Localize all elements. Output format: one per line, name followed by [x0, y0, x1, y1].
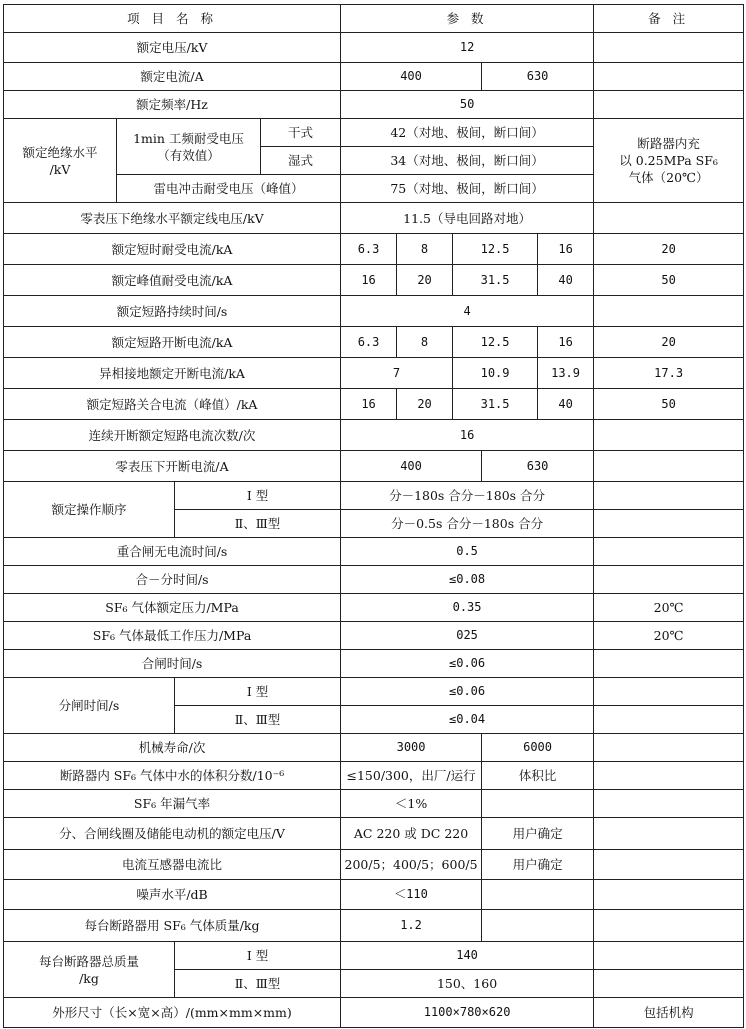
- row-remark: [594, 63, 744, 91]
- table-row: [4, 850, 744, 880]
- insulation-label: 额定绝缘水平 /kV: [4, 119, 117, 203]
- row-value: ＜1%: [341, 790, 482, 818]
- row-remark: [594, 650, 744, 678]
- insulation-remark: 断路器内充 以 0.25MPa SF₆ 气体（20℃）: [594, 119, 744, 203]
- row-value: 1100×780×620: [341, 998, 594, 1028]
- row-label: 额定电压/kV: [4, 33, 341, 63]
- table-row: [4, 734, 744, 762]
- parameter-sheet: [3, 4, 743, 1028]
- row-value: 7: [341, 358, 453, 389]
- row-label: 每台断路器用 SF₆ 气体质量/kg: [4, 910, 341, 942]
- type23-label: Ⅱ、Ⅲ型: [175, 970, 341, 998]
- power-freq-label: 1min 工频耐受电压 （有效值）: [117, 119, 261, 175]
- table-row: [4, 762, 744, 790]
- table-row: [4, 622, 744, 650]
- row-value: 40: [538, 265, 594, 296]
- row-label: 额定电流/A: [4, 63, 341, 91]
- row-label: 合闸时间/s: [4, 650, 341, 678]
- row-value: 025: [341, 622, 594, 650]
- type1-label: Ⅰ 型: [175, 942, 341, 970]
- row-value: ≤0.08: [341, 566, 594, 594]
- row-label: SF₆ 气体额定压力/MPa: [4, 594, 341, 622]
- total-mass-label: 每台断路器总质量 /kg: [4, 942, 175, 998]
- row-remark: [594, 942, 744, 970]
- row-value: 16: [538, 327, 594, 358]
- table-row: [4, 203, 744, 234]
- row-remark: [594, 880, 744, 910]
- row-label: 机械寿命/次: [4, 734, 341, 762]
- row-value: 3000: [341, 734, 482, 762]
- row-remark: [594, 970, 744, 998]
- row-value: 16: [538, 234, 594, 265]
- lightning-value: 75（对地、极间，断口间）: [341, 175, 594, 203]
- row-value: 12: [341, 33, 594, 63]
- dry-value: 42（对地、极间，断口间）: [341, 119, 594, 147]
- table-row: [4, 451, 744, 482]
- row-label: 额定短路关合电流（峰值）/kA: [4, 389, 341, 420]
- table-row: [4, 790, 744, 818]
- table-row: [4, 91, 744, 119]
- row-remark: [594, 91, 744, 119]
- row-value: [482, 790, 594, 818]
- row-remark: [594, 33, 744, 63]
- row-value: 400: [341, 451, 482, 482]
- row-value: 6.3: [341, 327, 397, 358]
- table-row: [4, 650, 744, 678]
- row-value: 8: [397, 234, 453, 265]
- row-value: ≤0.06: [341, 650, 594, 678]
- row-remark: [594, 706, 744, 734]
- row-remark: [594, 790, 744, 818]
- row-remark: [594, 762, 744, 790]
- row-label: 电流互感器电流比: [4, 850, 341, 880]
- type23-label: Ⅱ、Ⅲ型: [175, 510, 341, 538]
- row-value: 50: [594, 265, 744, 296]
- type23-value: 150、160: [341, 970, 594, 998]
- type23-value: ≤0.04: [341, 706, 594, 734]
- type1-value: ≤0.06: [341, 678, 594, 706]
- table-row: [4, 538, 744, 566]
- row-remark: [594, 451, 744, 482]
- table-row: [4, 998, 744, 1028]
- row-value: 630: [482, 451, 594, 482]
- row-remark: 20℃: [594, 594, 744, 622]
- row-value: AC 220 或 DC 220: [341, 818, 482, 850]
- row-value: 50: [341, 91, 594, 119]
- row-value: 50: [594, 389, 744, 420]
- row-value: 31.5: [453, 265, 538, 296]
- row-value: 13.9: [538, 358, 594, 389]
- row-label: 噪声水平/dB: [4, 880, 341, 910]
- row-value: 12.5: [453, 234, 538, 265]
- opening-time-label: 分闸时间/s: [4, 678, 175, 734]
- row-value: 用户确定: [482, 818, 594, 850]
- row-label: SF₆ 气体最低工作压力/MPa: [4, 622, 341, 650]
- row-remark: [594, 482, 744, 510]
- table-header-row: [4, 5, 744, 33]
- operating-sequence-label: 额定操作顺序: [4, 482, 175, 538]
- type1-label: Ⅰ 型: [175, 482, 341, 510]
- row-value: 0.5: [341, 538, 594, 566]
- row-label: 额定短路持续时间/s: [4, 296, 341, 327]
- row-label: 断路器内 SF₆ 气体中水的体积分数/10⁻⁶: [4, 762, 341, 790]
- row-value: 8: [397, 327, 453, 358]
- row-value: 20: [594, 234, 744, 265]
- dry-label: 干式: [261, 119, 341, 147]
- type23-label: Ⅱ、Ⅲ型: [175, 706, 341, 734]
- table-row: [4, 818, 744, 850]
- row-value: 400: [341, 63, 482, 91]
- row-remark: [594, 420, 744, 451]
- row-remark: [594, 818, 744, 850]
- table-row: [4, 482, 744, 510]
- row-label: 额定频率/Hz: [4, 91, 341, 119]
- table-row: [4, 296, 744, 327]
- table-row: [4, 234, 744, 265]
- row-label: 额定短时耐受电流/kA: [4, 234, 341, 265]
- type1-value: 140: [341, 942, 594, 970]
- row-label: 零表压下绝缘水平额定线电压/kV: [4, 203, 341, 234]
- type23-value: 分－0.5s 合分－180s 合分: [341, 510, 594, 538]
- row-label: 重合闸无电流时间/s: [4, 538, 341, 566]
- row-value: 16: [341, 389, 397, 420]
- row-value: 630: [482, 63, 594, 91]
- row-value: 17.3: [594, 358, 744, 389]
- row-remark: [594, 566, 744, 594]
- header-remarks: 备 注: [594, 5, 744, 33]
- row-label: 额定短路开断电流/kA: [4, 327, 341, 358]
- row-label: SF₆ 年漏气率: [4, 790, 341, 818]
- row-label: 额定峰值耐受电流/kA: [4, 265, 341, 296]
- row-remark: [594, 678, 744, 706]
- row-value: 11.5（导电回路对地）: [341, 203, 594, 234]
- row-value: 用户确定: [482, 850, 594, 880]
- row-value: 4: [341, 296, 594, 327]
- header-params: 参 数: [341, 5, 594, 33]
- wet-value: 34（对地、极间，断口间）: [341, 147, 594, 175]
- table-row: [4, 119, 744, 147]
- row-remark: [594, 910, 744, 942]
- row-remark: [594, 510, 744, 538]
- row-label: 合－分时间/s: [4, 566, 341, 594]
- table-row: [4, 358, 744, 389]
- row-value: 1.2: [341, 910, 482, 942]
- lightning-label: 雷电冲击耐受电压（峰值）: [117, 175, 341, 203]
- row-value: 20: [397, 265, 453, 296]
- row-remark: [594, 734, 744, 762]
- table-row: [4, 33, 744, 63]
- row-value: 12.5: [453, 327, 538, 358]
- row-label: 异相接地额定开断电流/kA: [4, 358, 341, 389]
- row-value: 10.9: [453, 358, 538, 389]
- parameter-table: [3, 4, 744, 1028]
- header-name: 项 目 名 称: [4, 5, 341, 33]
- row-label: 零表压下开断电流/A: [4, 451, 341, 482]
- row-value: 6.3: [341, 234, 397, 265]
- row-value: [482, 880, 594, 910]
- table-row: [4, 910, 744, 942]
- table-row: [4, 566, 744, 594]
- row-label: 分、合闸线圈及储能电动机的额定电压/V: [4, 818, 341, 850]
- table-row: [4, 63, 744, 91]
- row-value: [482, 910, 594, 942]
- wet-label: 湿式: [261, 147, 341, 175]
- row-value: 体积比: [482, 762, 594, 790]
- type1-label: Ⅰ 型: [175, 678, 341, 706]
- row-value: 6000: [482, 734, 594, 762]
- table-row: [4, 880, 744, 910]
- row-remark: [594, 850, 744, 880]
- row-value: 40: [538, 389, 594, 420]
- table-row: [4, 942, 744, 970]
- row-value: 16: [341, 420, 594, 451]
- row-value: 20: [594, 327, 744, 358]
- table-row: [4, 327, 744, 358]
- row-value: 200/5；400/5；600/5: [341, 850, 482, 880]
- table-row: [4, 678, 744, 706]
- row-remark: 包括机构: [594, 998, 744, 1028]
- row-value: 31.5: [453, 389, 538, 420]
- table-row: [4, 265, 744, 296]
- row-label: 连续开断额定短路电流次数/次: [4, 420, 341, 451]
- row-value: 0.35: [341, 594, 594, 622]
- table-row: [4, 594, 744, 622]
- type1-value: 分－180s 合分－180s 合分: [341, 482, 594, 510]
- row-value: 16: [341, 265, 397, 296]
- table-row: [4, 420, 744, 451]
- row-remark: 20℃: [594, 622, 744, 650]
- row-value: 20: [397, 389, 453, 420]
- row-label: 外形尺寸（长×宽×高）/(mm×mm×mm): [4, 998, 341, 1028]
- row-value: ≤150/300，出厂/运行: [341, 762, 482, 790]
- row-value: ＜110: [341, 880, 482, 910]
- row-remark: [594, 203, 744, 234]
- table-row: [4, 389, 744, 420]
- row-remark: [594, 296, 744, 327]
- row-remark: [594, 538, 744, 566]
